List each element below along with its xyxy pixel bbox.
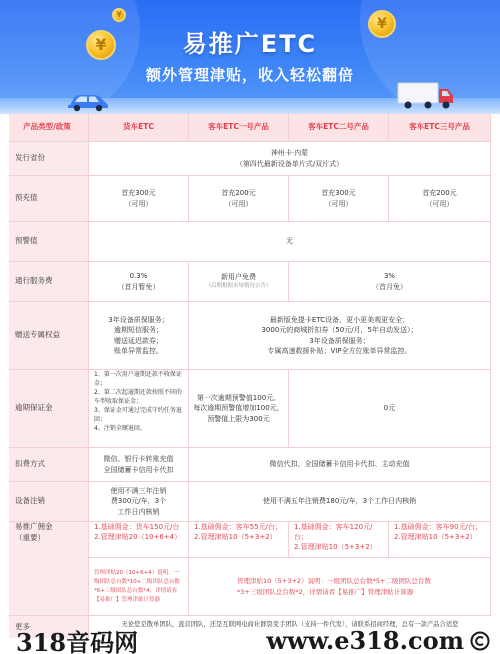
header-truck-etc: 货车ETC [89, 114, 189, 141]
header-car-etc-2: 客车ETC二号产品 [289, 114, 389, 141]
cancel-truck: 使用不满三年注销 费300元/车，3个 工作日内核销 [89, 482, 189, 521]
coin-icon: ¥ [368, 10, 396, 38]
row-label: 通行服务费 [9, 262, 89, 301]
coin-icon: ¥ [112, 8, 126, 22]
service-fee-car-2-3: 3% （首月免） [289, 262, 491, 301]
overdue-truck: 1、第一次用户逾期还款不收保证金； 2、第二次起逾期还款按照不同的车型收取保证金； 3、保证金可通过完成守约任务退回； 4、注销全额退回。 [89, 370, 189, 447]
table-row [9, 370, 491, 448]
watermark-left: 318音码网 [16, 628, 139, 654]
table-row [9, 482, 491, 522]
commission-car-1: 1.基础佣金：客车55元/台； 2.管理津贴10（5+3+2） [189, 522, 289, 558]
row-label: 更多 [9, 616, 89, 638]
overdue-car-2-3: 0元 [289, 370, 491, 447]
coin-icon: ¥ [86, 30, 116, 60]
table-row [9, 448, 491, 482]
benefits-truck: 3年设备质保服务； 逾期短信服务； 赠送延迟款券； 账单异常监控。 [89, 302, 189, 369]
deduction-truck: 微信、银行卡转账充值 全国储蓄卡信用卡代扣 [89, 448, 189, 481]
row-label: 赠送专属权益 [9, 302, 89, 369]
service-fee-car-1: 新用户免费 （后期根据市场情况公告） [189, 262, 289, 301]
header-car-etc-1: 客车ETC一号产品 [189, 114, 289, 141]
table-row [9, 222, 491, 262]
row-label: 预警值 [9, 222, 89, 261]
car-icon [66, 92, 110, 112]
table-row [9, 262, 491, 302]
deduction-car: 微信代扣、全国储蓄卡信用卡代扣、主动充值 [189, 448, 491, 481]
service-fee-truck: 0.3% （首月暂免） [89, 262, 189, 301]
header-car-etc-3: 客车ETC三号产品 [389, 114, 491, 141]
prepaid-car-1: 首充200元 （可用） [189, 176, 289, 221]
watermark [0, 627, 500, 654]
warning-value: 无 [89, 222, 491, 261]
table-header-row [9, 114, 491, 142]
overdue-car-1: 第一次逾期预警值100元。 每次逾期预警值增加100元， 预警值上限为300元 [189, 370, 289, 447]
table-row [9, 302, 491, 370]
commission-car-note: 管理津贴10（5+3+2）说明：一级团队总台数*5+二级团队总台数*3+三级团队总台数*2，详情请看【易推广】管理津贴计算器 [189, 558, 491, 616]
watermark-right: www.e318.com [266, 626, 464, 654]
commission-car-3: 1.基础佣金：客车90元/台； 2.管理津贴10（5+3+2） [389, 522, 491, 558]
row-label: 扣费方式 [9, 448, 89, 481]
cancel-car: 使用不满五年注销费180元/车，3个工作日内核销 [189, 482, 491, 521]
commission-car-2: 1.基础佣金：客车120元/台； 2.管理津贴10（5+3+2） [289, 522, 389, 558]
truck-icon [396, 80, 456, 110]
copyright-icon [470, 631, 490, 651]
page-title: 易推广ETC [182, 30, 318, 58]
comparison-table [9, 114, 491, 638]
prepaid-truck: 首充300元 （可用） [89, 176, 189, 221]
commission-truck-note: 管理津贴20（10+6+4）说明：一级团队总台数*10+二级团队总台数*6+三级团队总台数*4，详情请看【易推广】管理津贴计算器 [89, 558, 189, 616]
page-subtitle: 额外管理津贴，收入轻松翻倍 [145, 66, 354, 84]
more-value: 无论您是散单团队，直营团队，还是互联网电商社群裂变手团队（支持一件代发），请联系招商经理，总有一款产品合适您 [121, 621, 459, 628]
row-label: 易推广佣金 （重要） [9, 522, 89, 615]
province-value: 神州卡·内蒙 （第四代最新设备单片式/双片式） [89, 142, 491, 175]
table-row [9, 176, 491, 222]
row-label: 设备注销 [9, 482, 89, 521]
header-label: 产品类型/政策 [9, 114, 89, 141]
row-label: 预充值 [9, 176, 89, 221]
table-row [9, 522, 491, 616]
commission-truck: 1.基础佣金：货车150元/台 2.管理津贴20（10+6+4） [89, 522, 189, 558]
prepaid-car-3: 首充200元 （可用） [389, 176, 491, 221]
table-row [9, 142, 491, 176]
prepaid-car-2: 首充300元 （可用） [289, 176, 389, 221]
header-banner [0, 0, 500, 114]
row-label: 逾期保证金 [9, 370, 89, 447]
row-label: 发行省份 [9, 142, 89, 175]
benefits-car: 最新版免提卡ETC设备，更小更美观更安全； 3000元的商城折扣券（50元/月，5年自动发送）； 3年设备质保服务； 专属高速救援补贴；VIP全方位账单异常监控。 [189, 302, 491, 369]
